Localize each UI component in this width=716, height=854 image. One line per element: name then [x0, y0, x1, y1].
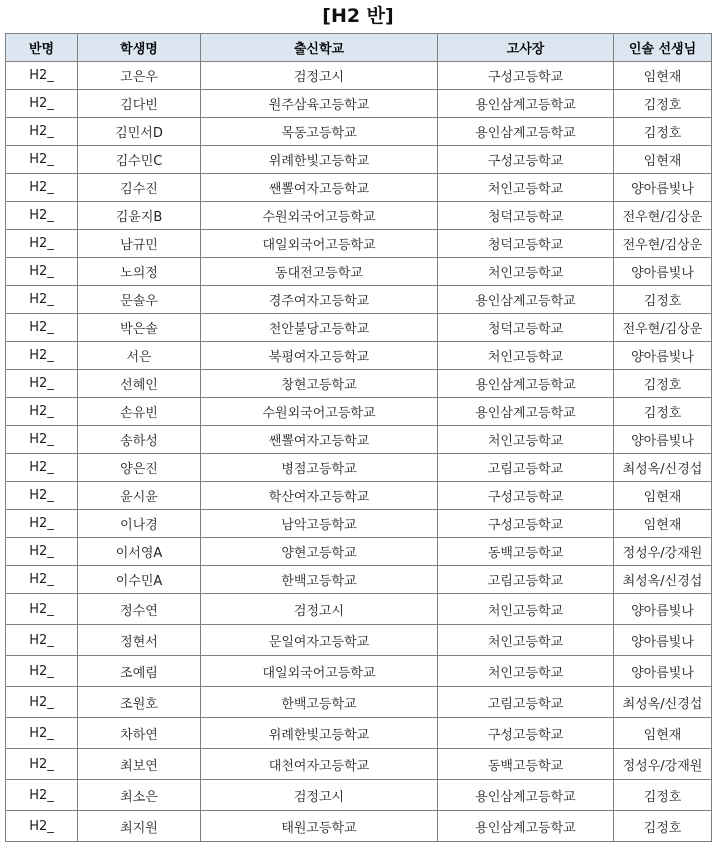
teacher-cell: 임현재: [614, 146, 712, 174]
table-row: [6, 566, 712, 594]
teacher-cell: 정성우/강재원: [614, 538, 712, 566]
exam-site-cell: 구성고등학교: [438, 718, 614, 749]
origin-school-cell: 쌘뽈여자고등학교: [201, 174, 438, 202]
class-cell: H2_: [6, 398, 78, 426]
student-name-cell: 고은우: [78, 62, 201, 90]
class-cell: H2_: [6, 656, 78, 687]
table-row: [6, 286, 712, 314]
origin-school-cell: 학산여자고등학교: [201, 482, 438, 510]
class-cell: H2_: [6, 482, 78, 510]
origin-school-cell: 한백고등학교: [201, 566, 438, 594]
student-name-cell: 김수민C: [78, 146, 201, 174]
exam-site-cell: 용인삼계고등학교: [438, 398, 614, 426]
class-cell: H2_: [6, 370, 78, 398]
class-cell: H2_: [6, 146, 78, 174]
student-name-cell: 송하성: [78, 426, 201, 454]
origin-school-cell: 검정고시: [201, 594, 438, 625]
student-name-cell: 서은: [78, 342, 201, 370]
student-name-cell: 선혜인: [78, 370, 201, 398]
origin-school-cell: 목동고등학교: [201, 118, 438, 146]
table-row: [6, 90, 712, 118]
exam-site-cell: 용인삼계고등학교: [438, 286, 614, 314]
student-name-cell: 최보연: [78, 749, 201, 780]
table-row: [6, 656, 712, 687]
exam-site-cell: 동백고등학교: [438, 749, 614, 780]
origin-school-cell: 한백고등학교: [201, 687, 438, 718]
class-cell: H2_: [6, 625, 78, 656]
teacher-cell: 양아름빛나: [614, 174, 712, 202]
student-name-cell: 김윤지B: [78, 202, 201, 230]
class-cell: H2_: [6, 342, 78, 370]
teacher-cell: 임현재: [614, 718, 712, 749]
exam-site-cell: 고림고등학교: [438, 687, 614, 718]
origin-school-cell: 위례한빛고등학교: [201, 146, 438, 174]
class-cell: H2_: [6, 314, 78, 342]
teacher-cell: 양아름빛나: [614, 426, 712, 454]
class-cell: H2_: [6, 749, 78, 780]
teacher-cell: 정성우/강재원: [614, 749, 712, 780]
exam-site-cell: 구성고등학교: [438, 62, 614, 90]
origin-school-cell: 창현고등학교: [201, 370, 438, 398]
class-cell: H2_: [6, 594, 78, 625]
table-row: [6, 482, 712, 510]
table-row: [6, 62, 712, 90]
exam-site-cell: 고림고등학교: [438, 454, 614, 482]
teacher-cell: 최성옥/신경섭: [614, 454, 712, 482]
table-row: [6, 258, 712, 286]
exam-site-cell: 용인삼계고등학교: [438, 90, 614, 118]
origin-school-cell: 천안불당고등학교: [201, 314, 438, 342]
exam-site-cell: 용인삼계고등학교: [438, 780, 614, 811]
student-name-cell: 최지원: [78, 811, 201, 842]
student-name-cell: 조원호: [78, 687, 201, 718]
header-student-name: 학생명: [78, 34, 201, 62]
class-cell: H2_: [6, 90, 78, 118]
student-name-cell: 이서영A: [78, 538, 201, 566]
table-row: [6, 687, 712, 718]
roster-table: [5, 33, 712, 842]
exam-site-cell: 용인삼계고등학교: [438, 118, 614, 146]
student-name-cell: 김수진: [78, 174, 201, 202]
origin-school-cell: 문일여자고등학교: [201, 625, 438, 656]
exam-site-cell: 청덕고등학교: [438, 230, 614, 258]
table-row: [6, 426, 712, 454]
table-row: [6, 718, 712, 749]
table-row: [6, 538, 712, 566]
teacher-cell: 전우현/김상운: [614, 230, 712, 258]
student-name-cell: 노의정: [78, 258, 201, 286]
teacher-cell: 임현재: [614, 510, 712, 538]
origin-school-cell: 대일외국어고등학교: [201, 656, 438, 687]
exam-site-cell: 처인고등학교: [438, 258, 614, 286]
origin-school-cell: 병점고등학교: [201, 454, 438, 482]
origin-school-cell: 검정고시: [201, 62, 438, 90]
teacher-cell: 김정호: [614, 286, 712, 314]
student-name-cell: 박은솔: [78, 314, 201, 342]
student-name-cell: 양은진: [78, 454, 201, 482]
origin-school-cell: 양현고등학교: [201, 538, 438, 566]
page-title: [H2 반]: [322, 5, 394, 27]
teacher-cell: 양아름빛나: [614, 625, 712, 656]
exam-site-cell: 구성고등학교: [438, 482, 614, 510]
class-cell: H2_: [6, 538, 78, 566]
teacher-cell: 김정호: [614, 398, 712, 426]
class-cell: H2_: [6, 62, 78, 90]
table-row: [6, 174, 712, 202]
class-cell: H2_: [6, 258, 78, 286]
class-cell: H2_: [6, 510, 78, 538]
teacher-cell: 김정호: [614, 780, 712, 811]
origin-school-cell: 대일외국어고등학교: [201, 230, 438, 258]
teacher-cell: 전우현/김상운: [614, 314, 712, 342]
table-row: [6, 398, 712, 426]
header-class: 반명: [6, 34, 78, 62]
exam-site-cell: 용인삼계고등학교: [438, 811, 614, 842]
class-cell: H2_: [6, 780, 78, 811]
exam-site-cell: 동백고등학교: [438, 538, 614, 566]
teacher-cell: 양아름빛나: [614, 258, 712, 286]
exam-site-cell: 청덕고등학교: [438, 314, 614, 342]
teacher-cell: 최성옥/신경섭: [614, 687, 712, 718]
class-cell: H2_: [6, 230, 78, 258]
student-name-cell: 정수연: [78, 594, 201, 625]
student-name-cell: 최소은: [78, 780, 201, 811]
teacher-cell: 최성옥/신경섭: [614, 566, 712, 594]
table-row: [6, 811, 712, 842]
teacher-cell: 김정호: [614, 811, 712, 842]
table-row: [6, 749, 712, 780]
exam-site-cell: 구성고등학교: [438, 510, 614, 538]
origin-school-cell: 태원고등학교: [201, 811, 438, 842]
exam-site-cell: 처인고등학교: [438, 174, 614, 202]
table-row: [6, 454, 712, 482]
student-name-cell: 이나경: [78, 510, 201, 538]
header-row: [6, 34, 712, 62]
teacher-cell: 김정호: [614, 370, 712, 398]
student-name-cell: 이수민A: [78, 566, 201, 594]
student-name-cell: 차하연: [78, 718, 201, 749]
origin-school-cell: 남악고등학교: [201, 510, 438, 538]
origin-school-cell: 원주삼육고등학교: [201, 90, 438, 118]
teacher-cell: 양아름빛나: [614, 656, 712, 687]
header-origin-school: 출신학교: [201, 34, 438, 62]
class-cell: H2_: [6, 118, 78, 146]
table-row: [6, 118, 712, 146]
exam-site-cell: 처인고등학교: [438, 594, 614, 625]
class-cell: H2_: [6, 202, 78, 230]
origin-school-cell: 북평여자고등학교: [201, 342, 438, 370]
table-row: [6, 780, 712, 811]
student-name-cell: 윤시윤: [78, 482, 201, 510]
teacher-cell: 양아름빛나: [614, 342, 712, 370]
origin-school-cell: 동대전고등학교: [201, 258, 438, 286]
student-name-cell: 문솔우: [78, 286, 201, 314]
table-row: [6, 510, 712, 538]
student-name-cell: 김민서D: [78, 118, 201, 146]
teacher-cell: 김정호: [614, 118, 712, 146]
table-row: [6, 625, 712, 656]
student-name-cell: 김다빈: [78, 90, 201, 118]
table-row: [6, 146, 712, 174]
exam-site-cell: 구성고등학교: [438, 146, 614, 174]
class-cell: H2_: [6, 174, 78, 202]
exam-site-cell: 처인고등학교: [438, 342, 614, 370]
origin-school-cell: 검정고시: [201, 780, 438, 811]
student-name-cell: 남규민: [78, 230, 201, 258]
teacher-cell: 양아름빛나: [614, 594, 712, 625]
teacher-cell: 김정호: [614, 90, 712, 118]
header-exam-site: 고사장: [438, 34, 614, 62]
origin-school-cell: 대천여자고등학교: [201, 749, 438, 780]
table-row: [6, 230, 712, 258]
origin-school-cell: 위례한빛고등학교: [201, 718, 438, 749]
teacher-cell: 임현재: [614, 482, 712, 510]
table-row: [6, 314, 712, 342]
student-name-cell: 조예림: [78, 656, 201, 687]
table-row: [6, 342, 712, 370]
class-cell: H2_: [6, 811, 78, 842]
exam-site-cell: 처인고등학교: [438, 625, 614, 656]
origin-school-cell: 쌘뽈여자고등학교: [201, 426, 438, 454]
class-cell: H2_: [6, 566, 78, 594]
exam-site-cell: 고림고등학교: [438, 566, 614, 594]
origin-school-cell: 경주여자고등학교: [201, 286, 438, 314]
origin-school-cell: 수원외국어고등학교: [201, 398, 438, 426]
teacher-cell: 임현재: [614, 62, 712, 90]
exam-site-cell: 청덕고등학교: [438, 202, 614, 230]
table-row: [6, 202, 712, 230]
class-cell: H2_: [6, 426, 78, 454]
class-cell: H2_: [6, 718, 78, 749]
table-row: [6, 594, 712, 625]
class-cell: H2_: [6, 454, 78, 482]
class-cell: H2_: [6, 687, 78, 718]
exam-site-cell: 처인고등학교: [438, 426, 614, 454]
teacher-cell: 전우현/김상운: [614, 202, 712, 230]
exam-site-cell: 처인고등학교: [438, 656, 614, 687]
class-cell: H2_: [6, 286, 78, 314]
exam-site-cell: 용인삼계고등학교: [438, 370, 614, 398]
origin-school-cell: 수원외국어고등학교: [201, 202, 438, 230]
student-name-cell: 정현서: [78, 625, 201, 656]
header-supervising-teacher: 인솔 선생님: [614, 34, 712, 62]
roster-body: [6, 62, 712, 842]
table-row: [6, 370, 712, 398]
student-name-cell: 손유빈: [78, 398, 201, 426]
